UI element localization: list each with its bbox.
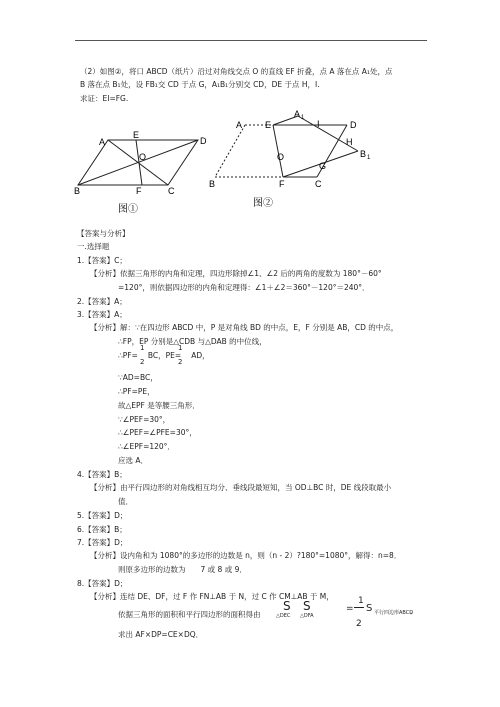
fig2-label-f: F	[279, 179, 285, 189]
formula-s-dfa-sub: △DFA	[300, 613, 314, 619]
q2-answer: 2.【答案】A；	[77, 297, 127, 306]
q7-analysis-1: 【分析】设内角和为 1080°的多边形的边数是 n，则（n - 2）?180°=1080°，解得：n=8．	[90, 551, 402, 560]
q1-analysis-2: =120°，则依据四边形的内角和定理得：∠1＋∠2＝360°－120°＝240°．	[118, 283, 370, 292]
fig2-label-c: C	[315, 179, 322, 189]
q3-analysis-10: 应选 A．	[118, 456, 149, 465]
formula-half-num: 1	[358, 596, 364, 606]
fig2-label-a1: A	[294, 109, 301, 119]
formula-s-dec-sub: △DEC	[276, 613, 291, 619]
q4-answer: 4.【答案】B；	[77, 470, 127, 479]
fig1-label-o: O	[139, 152, 147, 162]
q3-analysis-7: ∵∠PEF=30°，	[118, 415, 171, 424]
q7-answer: 7.【答案】D；	[77, 538, 128, 547]
fig2-label-g: G	[319, 161, 327, 171]
fig2-label-b1: B	[360, 149, 367, 159]
q4-analysis-1: 【分析】由平行四边形的对角线相互均分、垂线段最短知，当 OD⊥BC 时，DE 线段取最小	[90, 483, 392, 492]
problem-line-1: （2）如图②，将口 ABCD（纸片）沿过对角线交点 O 的直线 EF 折叠，点 A 落在点 A₁处，点	[80, 67, 393, 76]
q8-analysis-2: 依据三角形的面积和平行四边形的面积得由	[118, 610, 261, 619]
q8-analysis-1: 【分析】连结 DE、DF，过 F 作 FN⊥AB 于 N，过 C 作 CM⊥AB 于 M，	[90, 592, 334, 601]
q3-ad-text: AD，	[191, 351, 210, 360]
fig2-label-a1-sub: 1	[301, 115, 305, 121]
fig2-dashed-ab	[215, 125, 245, 177]
q8-answer: 8.【答案】D；	[77, 579, 128, 588]
fig1-label-d: D	[200, 136, 207, 146]
figure-2	[205, 108, 380, 210]
section-title: 一.选择题	[77, 242, 110, 251]
formula-s-dec: S	[283, 599, 291, 613]
formula-s-abcd: S	[366, 603, 373, 614]
q3-analysis-8: ∴∠PEF=∠PFE=30°，	[118, 428, 197, 437]
formula-s-dfa: S	[303, 599, 311, 613]
q4-analysis-2: 值．	[118, 497, 133, 506]
q1-analysis-1: 【分析】依据三角形的内角和定理，四边形除掉∠1、∠2 后的两角的度数为 180°－60°	[90, 269, 382, 278]
q3-answer: 3.【答案】A；	[77, 310, 127, 319]
fig2-line-ef	[273, 125, 283, 177]
fig2-label-h: H	[346, 137, 353, 147]
q3-pf-expr	[118, 351, 210, 361]
q3-half-2-num: 1	[178, 344, 183, 352]
q3-analysis-6: 故△EPF 是等腰三角形．	[118, 401, 200, 410]
fig2-caption: 图②	[253, 198, 273, 209]
q3-analysis-1: 【分析】解：∵在四边形 ABCD 中，P 是对角线 BD 的中点，E，F 分别是 AB，CD 的中点，	[90, 323, 399, 332]
q3-half-1-num: 1	[140, 344, 145, 352]
q8-analysis-3: 求出 AF×DP=CE×DQ．	[118, 630, 204, 639]
q5-answer: 5.【答案】D；	[77, 511, 128, 520]
fig1-label-b: B	[74, 186, 81, 196]
fig2-label-a: A	[236, 120, 243, 130]
q3-analysis-4: ∵AD=BC，	[118, 373, 158, 382]
fig1-label-a: A	[99, 137, 106, 147]
fig2-label-b: B	[209, 179, 216, 189]
fig1-diagonal-bd	[78, 140, 198, 185]
header-rule	[75, 40, 427, 41]
formula-fraction-bar	[354, 607, 364, 608]
answer-header: 【答案与分析】	[77, 229, 130, 238]
q3-pf-text: ∴PF=	[118, 351, 138, 360]
problem-line-3: 求证：EI=FG.	[80, 94, 129, 103]
q1-answer: 1.【答案】C；	[77, 256, 127, 265]
fig1-label-f: F	[136, 186, 142, 196]
q6-answer: 6.【答案】B；	[77, 525, 127, 534]
fig1-label-c: C	[168, 186, 175, 196]
fig2-label-e: E	[265, 120, 272, 130]
problem-line-2: B 落在点 B₁处，设 FB₁交 CD 于点 G，A₁B₁分别交 CD，DE 于点 H，I.	[80, 80, 320, 89]
q3-pe-text: BC，PE=	[147, 351, 182, 360]
formula-s-abcd-sub: 平行四边形ABCD	[374, 610, 414, 616]
q3-half-2-den: 2	[178, 358, 183, 366]
formula-tail: ，	[410, 607, 417, 615]
fig2-label-b1-sub: 1	[367, 155, 371, 161]
q3-analysis-5: ∴PF=PE，	[118, 387, 155, 396]
fig2-label-i: I	[317, 119, 320, 129]
q3-analysis-9: ∴∠EPF=120°．	[118, 442, 175, 451]
q3-analysis-2: ∴FP，EP 分别是△CDB 与△DAB 的中位线，	[118, 337, 267, 346]
fig2-label-d: D	[350, 120, 357, 130]
q7-analysis-2: 则原多边形的边数为 7 或 8 或 9．	[118, 565, 247, 574]
fig1-caption: 图①	[118, 204, 138, 215]
q3-half-1-den: 2	[140, 358, 145, 366]
formula-equals: =	[346, 604, 354, 614]
fig2-label-o: O	[277, 152, 285, 162]
fig1-label-e: E	[133, 130, 140, 140]
figure-1	[70, 128, 220, 220]
formula-half-den: 2	[356, 619, 362, 629]
